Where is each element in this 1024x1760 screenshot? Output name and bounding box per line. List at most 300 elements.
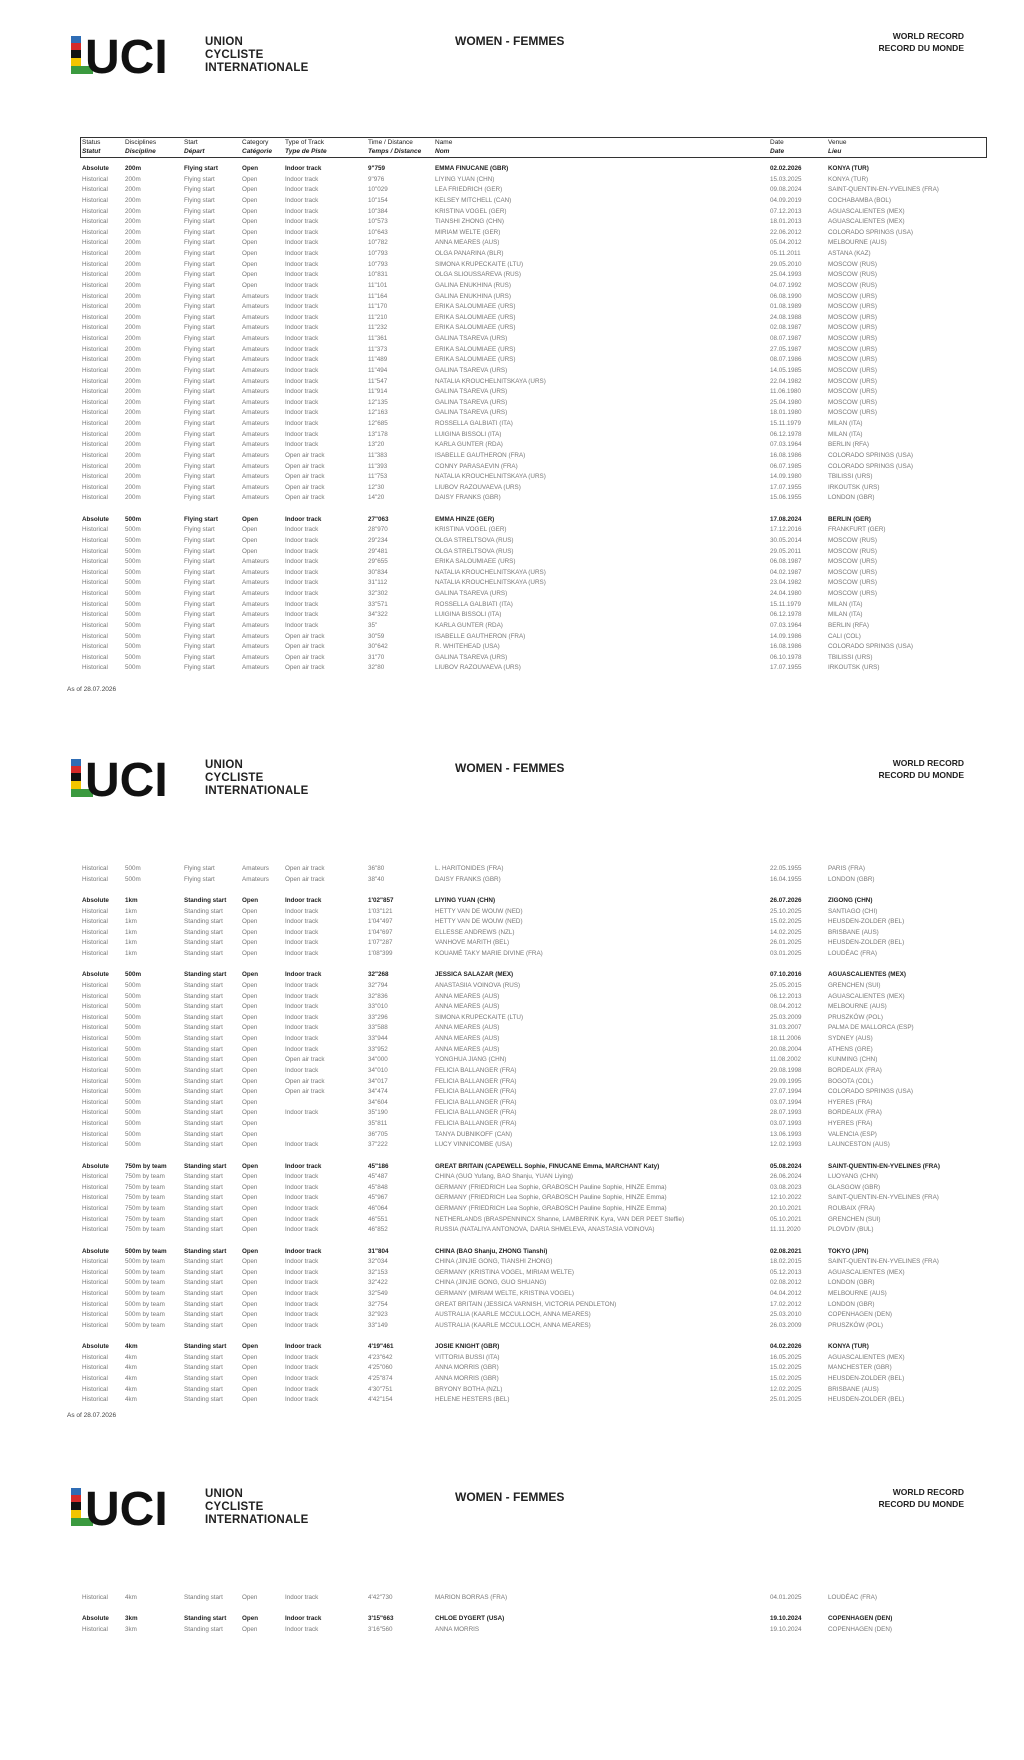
venue-cell: IRKOUTSK (URS) xyxy=(828,483,880,491)
start-cell: Flying start xyxy=(184,281,215,289)
track-type-cell: Indoor track xyxy=(285,1321,319,1329)
discipline-cell: 200m xyxy=(125,271,141,279)
status-cell: Historical xyxy=(82,547,108,555)
athlete-name-cell: ERIKA SALOUMIAEE (URS) xyxy=(435,356,516,364)
discipline-cell: 4km xyxy=(125,1375,137,1382)
track-type-cell: Indoor track xyxy=(285,260,319,268)
track-type-cell: Indoor track xyxy=(285,1300,319,1308)
date-cell: 22.05.1955 xyxy=(770,865,802,872)
status-cell: Historical xyxy=(82,1024,108,1032)
category-cell: Open xyxy=(242,1077,258,1085)
time-cell: 3'16"560 xyxy=(368,1625,393,1633)
category-cell: Amateurs xyxy=(242,377,269,385)
category-cell: Open xyxy=(242,1045,258,1053)
status-cell: Historical xyxy=(82,1130,108,1138)
status-cell: Historical xyxy=(82,1056,108,1064)
table-row xyxy=(0,875,1024,886)
track-type-cell: Indoor track xyxy=(285,907,319,915)
category-cell: Open xyxy=(242,907,258,915)
date-cell: 05.08.2024 xyxy=(770,1162,802,1170)
venue-cell: HEUSDEN-ZOLDER (BEL) xyxy=(828,1375,905,1382)
discipline-cell: 500m xyxy=(125,526,141,534)
venue-cell: MOSCOW (URS) xyxy=(828,313,877,321)
start-cell: Flying start xyxy=(184,653,215,661)
date-cell: 23.04.1982 xyxy=(770,579,802,587)
status-cell: Historical xyxy=(82,494,108,502)
category-cell: Open xyxy=(242,1194,258,1202)
discipline-cell: 200m xyxy=(125,398,141,406)
table-row xyxy=(0,207,1024,218)
athlete-name-cell: ERIKA SALOUMIAEE (URS) xyxy=(435,313,516,321)
status-cell: Historical xyxy=(82,1088,108,1096)
venue-cell: SAINT-QUENTIN-EN-YVELINES (FRA) xyxy=(828,1258,939,1266)
venue-cell: BOGOTA (COL) xyxy=(828,1077,874,1085)
athlete-name-cell: NATALIA KROUCHELNITSKAYA (URS) xyxy=(435,473,546,481)
time-cell: 4'25"874 xyxy=(368,1375,393,1382)
discipline-cell: 4km xyxy=(125,1396,137,1404)
discipline-cell: 500m xyxy=(125,1130,141,1138)
athlete-name-cell: CHINA (BAO Shanju, ZHONG Tianshi) xyxy=(435,1247,548,1255)
discipline-cell: 500m xyxy=(125,653,141,661)
date-cell: 20.08.2004 xyxy=(770,1045,802,1053)
date-cell: 15.02.2025 xyxy=(770,918,802,926)
venue-cell: COPENHAGEN (DEN) xyxy=(828,1625,893,1633)
status-cell: Historical xyxy=(82,1045,108,1053)
time-cell: 31"112 xyxy=(368,579,388,587)
date-cell: 12.10.2022 xyxy=(770,1194,802,1202)
date-cell: 19.10.2024 xyxy=(770,1615,802,1623)
category-cell: Open xyxy=(242,1343,259,1351)
track-type-cell: Indoor track xyxy=(285,950,319,957)
start-cell: Flying start xyxy=(184,526,215,534)
table-row xyxy=(0,1593,1024,1604)
table-row xyxy=(0,260,1024,271)
athlete-name-cell: GALINA TSAREVA (URS) xyxy=(435,409,508,417)
date-cell: 25.10.2025 xyxy=(770,907,802,915)
track-type-cell: Indoor track xyxy=(285,271,319,279)
discipline-cell: 3km xyxy=(125,1625,137,1633)
status-cell: Historical xyxy=(82,865,108,872)
athlete-name-cell: FELICIA BALLANGER (FRA) xyxy=(435,1120,517,1127)
category-cell: Open xyxy=(242,1615,259,1623)
venue-cell: PLOVDIV (BUL) xyxy=(828,1226,874,1234)
track-type-cell: Indoor track xyxy=(285,971,322,979)
status-cell: Historical xyxy=(82,1375,108,1382)
venue-cell: AGUASCALIENTES (MEX) xyxy=(828,992,905,1000)
category-cell: Open xyxy=(242,1098,258,1106)
athlete-name-cell: GALINA TSAREVA (URS) xyxy=(435,388,508,396)
discipline-cell: 500m xyxy=(125,1003,141,1011)
discipline-cell: 200m xyxy=(125,366,141,374)
table-row xyxy=(0,1385,1024,1396)
header-name: Name Nom xyxy=(435,139,453,155)
start-cell: Flying start xyxy=(184,228,215,236)
status-cell: Historical xyxy=(82,579,108,587)
status-cell: Historical xyxy=(82,664,108,672)
track-type-cell: Indoor track xyxy=(285,568,319,576)
time-cell: 12"685 xyxy=(368,420,388,427)
uci-logo-mark xyxy=(71,759,201,797)
athlete-name-cell: GALINA TSAREVA (URS) xyxy=(435,590,508,597)
athlete-name-cell: L. HARITONIDES (FRA) xyxy=(435,865,504,872)
start-cell: Standing start xyxy=(184,907,223,915)
time-cell: 30"834 xyxy=(368,568,388,576)
start-cell: Standing start xyxy=(184,1205,223,1212)
venue-cell: TBILISSI (URS) xyxy=(828,473,873,481)
start-cell: Flying start xyxy=(184,186,215,194)
track-type-cell: Indoor track xyxy=(285,1045,319,1053)
time-cell: 4'30"751 xyxy=(368,1385,393,1393)
category-cell: Amateurs xyxy=(242,313,269,321)
start-cell: Flying start xyxy=(184,536,215,544)
venue-cell: COLORADO SPRINGS (USA) xyxy=(828,643,914,651)
start-cell: Standing start xyxy=(184,1396,223,1404)
category-cell: Amateurs xyxy=(242,653,269,661)
venue-cell: ATHENS (GRE) xyxy=(828,1045,873,1053)
table-row xyxy=(0,557,1024,568)
date-cell: 26.01.2025 xyxy=(770,939,802,947)
track-type-cell: Indoor track xyxy=(285,239,319,247)
table-row xyxy=(0,355,1024,366)
category-cell: Open xyxy=(242,1024,258,1032)
start-cell: Flying start xyxy=(184,590,215,597)
athlete-name-cell: ISABELLE GAUTHERON (FRA) xyxy=(435,632,526,640)
date-cell: 17.07.1955 xyxy=(770,664,802,672)
status-cell: Historical xyxy=(82,388,108,396)
category-cell: Open xyxy=(242,1396,258,1404)
track-type-cell: Open air track xyxy=(285,494,325,502)
venue-cell: MOSCOW (RUS) xyxy=(828,536,877,544)
discipline-cell: 500m by team xyxy=(125,1247,167,1255)
discipline-cell: 500m xyxy=(125,1045,141,1053)
table-row xyxy=(0,451,1024,462)
status-cell: Historical xyxy=(82,643,108,651)
athlete-name-cell: KRISTINA VOGEL (GER) xyxy=(435,526,507,534)
track-type-cell: Indoor track xyxy=(285,515,322,523)
date-cell: 02.08.2012 xyxy=(770,1279,802,1287)
status-cell: Historical xyxy=(82,526,108,534)
table-row xyxy=(0,568,1024,579)
athlete-name-cell: KELSEY MITCHELL (CAN) xyxy=(435,196,512,204)
header-start: Start Départ xyxy=(184,139,205,155)
time-cell: 11"101 xyxy=(368,281,388,289)
venue-cell: MOSCOW (URS) xyxy=(828,324,877,332)
start-cell: Flying start xyxy=(184,303,215,311)
discipline-cell: 500m xyxy=(125,547,141,555)
category-cell: Open xyxy=(242,239,258,247)
venue-cell: PRUSZKÓW (POL) xyxy=(828,1321,883,1329)
venue-cell: MOSCOW (URS) xyxy=(828,590,877,597)
date-cell: 18.11.2006 xyxy=(770,1035,802,1042)
track-type-cell: Indoor track xyxy=(285,1003,319,1011)
discipline-cell: 500m xyxy=(125,1013,141,1021)
uci-logo-mark xyxy=(71,36,201,74)
category-cell: Amateurs xyxy=(242,875,269,883)
date-cell: 17.07.1955 xyxy=(770,483,802,491)
track-type-cell: Open air track xyxy=(285,462,325,470)
track-type-cell: Indoor track xyxy=(285,228,319,236)
status-cell: Historical xyxy=(82,292,108,300)
date-cell: 02.08.2021 xyxy=(770,1247,802,1255)
track-type-cell: Indoor track xyxy=(285,1279,319,1287)
start-cell: Flying start xyxy=(184,875,215,883)
track-type-cell: Indoor track xyxy=(285,1173,319,1181)
table-row xyxy=(0,408,1024,419)
athlete-name-cell: EMMA FINUCANE (GBR) xyxy=(435,165,509,172)
venue-cell: MOSCOW (URS) xyxy=(828,568,877,576)
start-cell: Flying start xyxy=(184,451,215,459)
athlete-name-cell: ROSSELLA GALBIATI (ITA) xyxy=(435,420,513,427)
athlete-name-cell: KRISTINA VOGEL (GER) xyxy=(435,207,507,215)
venue-cell: MOSCOW (RUS) xyxy=(828,547,877,555)
time-cell: 10"643 xyxy=(368,228,388,236)
start-cell: Flying start xyxy=(184,515,218,523)
table-row xyxy=(0,981,1024,992)
start-cell: Flying start xyxy=(184,664,215,672)
status-cell: Historical xyxy=(82,1013,108,1021)
time-cell: 32"754 xyxy=(368,1300,388,1308)
track-type-cell: Indoor track xyxy=(285,281,319,289)
table-row xyxy=(0,547,1024,558)
date-cell: 20.10.2021 xyxy=(770,1205,802,1212)
svg-text:UCI: UCI xyxy=(85,36,168,74)
record-type: WORLD RECORD RECORD DU MONDE xyxy=(878,1487,964,1509)
athlete-name-cell: LIUBOV RAZOUVAEVA (URS) xyxy=(435,483,521,491)
time-cell: 12"163 xyxy=(368,409,388,417)
venue-cell: FRANKFURT (GER) xyxy=(828,526,886,534)
athlete-name-cell: GREAT BRITAIN (CAPEWELL Sophie, FINUCANE Emma, MARCHANT Katy) xyxy=(435,1162,660,1170)
athlete-name-cell: GERMANY (FRIEDRICH Lea Sophie, GRABOSCH Pauline Sophie, HINZE Emma) xyxy=(435,1194,667,1202)
discipline-cell: 200m xyxy=(125,462,141,470)
discipline-cell: 4km xyxy=(125,1594,137,1601)
time-cell: 33"588 xyxy=(368,1024,388,1032)
time-cell: 11"494 xyxy=(368,366,388,374)
time-cell: 11"210 xyxy=(368,313,388,321)
time-cell: 34"000 xyxy=(368,1056,388,1064)
venue-cell: GLASGOW (GBR) xyxy=(828,1183,881,1191)
date-cell: 24.08.1988 xyxy=(770,313,802,321)
category-cell: Open xyxy=(242,981,258,989)
date-cell: 15.06.1955 xyxy=(770,494,802,502)
category-cell: Amateurs xyxy=(242,664,269,672)
date-cell: 17.12.2016 xyxy=(770,526,802,534)
status-cell: Historical xyxy=(82,1066,108,1074)
discipline-cell: 1km xyxy=(125,918,137,926)
discipline-cell: 200m xyxy=(125,388,141,396)
venue-cell: TOKYO (JPN) xyxy=(828,1247,869,1255)
table-row xyxy=(0,917,1024,928)
track-type-cell: Indoor track xyxy=(285,939,319,947)
status-cell: Historical xyxy=(82,950,108,957)
table-row xyxy=(0,938,1024,949)
discipline-cell: 500m xyxy=(125,579,141,587)
uci-logo xyxy=(71,36,311,76)
table-row xyxy=(0,1172,1024,1183)
discipline-cell: 500m xyxy=(125,611,141,619)
category-cell: Open xyxy=(242,992,258,1000)
discipline-cell: 500m xyxy=(125,875,141,883)
date-cell: 06.08.1990 xyxy=(770,292,802,300)
category-cell: Amateurs xyxy=(242,483,269,491)
track-type-cell: Open air track xyxy=(285,632,325,640)
category-cell: Open xyxy=(242,1066,258,1074)
track-type-cell: Indoor track xyxy=(285,186,319,194)
athlete-name-cell: ANNA MORRIS (GBR) xyxy=(435,1375,499,1382)
venue-cell: MOSCOW (RUS) xyxy=(828,260,877,268)
category-cell: Amateurs xyxy=(242,356,269,364)
time-cell: 34"604 xyxy=(368,1098,388,1106)
track-type-cell: Indoor track xyxy=(285,1268,319,1276)
category-cell: Amateurs xyxy=(242,388,269,396)
category-cell: Open xyxy=(242,1290,258,1297)
status-cell: Historical xyxy=(82,1321,108,1329)
status-cell: Historical xyxy=(82,1268,108,1276)
time-cell: 33"571 xyxy=(368,600,388,608)
athlete-name-cell: TANYA DUBNIKOFF (CAN) xyxy=(435,1130,513,1138)
time-cell: 11"547 xyxy=(368,377,388,385)
athlete-name-cell: GALINA TSAREVA (URS) xyxy=(435,653,508,661)
date-cell: 06.10.1978 xyxy=(770,653,802,661)
discipline-cell: 1km xyxy=(125,896,138,904)
start-cell: Standing start xyxy=(184,1162,227,1170)
start-cell: Standing start xyxy=(184,1013,223,1021)
track-type-cell: Indoor track xyxy=(285,409,319,417)
uci-logo-wordmark: UNION CYCLISTE INTERNATIONALE xyxy=(205,759,309,797)
track-type-cell: Indoor track xyxy=(285,981,319,989)
table-row xyxy=(0,1034,1024,1045)
start-cell: Standing start xyxy=(184,1594,223,1601)
table-row xyxy=(0,196,1024,207)
time-cell: 32"836 xyxy=(368,992,388,1000)
date-cell: 04.02.2026 xyxy=(770,1343,802,1351)
athlete-name-cell: ANNA MEARES (AUS) xyxy=(435,1035,500,1042)
start-cell: Standing start xyxy=(184,1056,223,1064)
track-type-cell: Open air track xyxy=(285,1056,325,1064)
status-cell: Historical xyxy=(82,558,108,566)
category-cell: Open xyxy=(242,1226,258,1234)
venue-cell: MILAN (ITA) xyxy=(828,430,863,438)
date-cell: 29.05.2011 xyxy=(770,547,802,555)
date-cell: 26.07.2026 xyxy=(770,896,802,904)
date-cell: 08.07.1987 xyxy=(770,335,802,342)
table-row xyxy=(0,896,1024,907)
venue-cell: MOSCOW (RUS) xyxy=(828,281,877,289)
venue-cell: LOUDÉAC (FRA) xyxy=(828,1594,877,1601)
header-discipline: Disciplines Discipline xyxy=(125,139,157,155)
discipline-cell: 750m by team xyxy=(125,1173,165,1181)
start-cell: Flying start xyxy=(184,313,215,321)
track-type-cell: Indoor track xyxy=(285,1258,319,1266)
date-cell: 22.06.2012 xyxy=(770,228,802,236)
athlete-name-cell: OLGA STRELTSOVA (RUS) xyxy=(435,536,514,544)
status-cell: Historical xyxy=(82,653,108,661)
table-row xyxy=(0,610,1024,621)
discipline-cell: 500m xyxy=(125,1056,141,1064)
time-cell: 32"549 xyxy=(368,1290,388,1297)
table-header xyxy=(80,137,987,158)
date-cell: 28.07.1993 xyxy=(770,1109,802,1117)
time-cell: 31"804 xyxy=(368,1247,389,1255)
time-cell: 27"063 xyxy=(368,515,389,523)
table-row xyxy=(0,1130,1024,1141)
table-row xyxy=(0,313,1024,324)
date-cell: 25.05.2015 xyxy=(770,981,802,989)
time-cell: 28"970 xyxy=(368,526,388,534)
discipline-cell: 200m xyxy=(125,250,141,257)
start-cell: Flying start xyxy=(184,430,215,438)
track-type-cell: Open air track xyxy=(285,653,325,661)
status-cell: Historical xyxy=(82,939,108,947)
athlete-name-cell: NATALIA KROUCHELNITSKAYA (URS) xyxy=(435,568,546,576)
time-cell: 30"59 xyxy=(368,632,385,640)
status-cell: Historical xyxy=(82,398,108,406)
status-cell: Historical xyxy=(82,1205,108,1212)
date-cell: 31.03.2007 xyxy=(770,1024,802,1032)
start-cell: Standing start xyxy=(184,1258,223,1266)
date-cell: 16.05.2025 xyxy=(770,1353,802,1361)
venue-cell: HYERES (FRA) xyxy=(828,1098,873,1106)
category-cell: Open xyxy=(242,1130,258,1138)
category-cell: Amateurs xyxy=(242,643,269,651)
venue-cell: PALMA DE MALLORCA (ESP) xyxy=(828,1024,914,1032)
start-cell: Flying start xyxy=(184,600,215,608)
header-venue: Venue Lieu xyxy=(828,139,847,155)
venue-cell: MOSCOW (URS) xyxy=(828,558,877,566)
start-cell: Flying start xyxy=(184,345,215,353)
table-row xyxy=(0,398,1024,409)
status-cell: Historical xyxy=(82,409,108,417)
time-cell: 32"302 xyxy=(368,590,388,597)
start-cell: Standing start xyxy=(184,1066,223,1074)
venue-cell: AGUASCALIENTES (MEX) xyxy=(828,207,905,215)
table-row xyxy=(0,387,1024,398)
record-type: WORLD RECORD RECORD DU MONDE xyxy=(878,31,964,53)
category-cell: Open xyxy=(242,1003,258,1011)
category-cell: Open xyxy=(242,1625,258,1633)
time-cell: 32"268 xyxy=(368,971,389,979)
time-cell: 36"80 xyxy=(368,865,385,872)
start-cell: Flying start xyxy=(184,335,215,342)
status-cell: Historical xyxy=(82,611,108,619)
athlete-name-cell: AUSTRALIA (KAARLE MCCULLOCH, ANNA MEARES) xyxy=(435,1321,591,1329)
athlete-name-cell: GERMANY (FRIEDRICH Lea Sophie, GRABOSCH Pauline Sophie, HINZE Emma) xyxy=(435,1205,667,1212)
date-cell: 27.05.1987 xyxy=(770,345,802,353)
category-cell: Open xyxy=(242,1088,258,1096)
start-cell: Flying start xyxy=(184,271,215,279)
table-row xyxy=(0,1625,1024,1636)
time-cell: 45"487 xyxy=(368,1173,388,1181)
start-cell: Flying start xyxy=(184,218,215,226)
venue-cell: TBILISSI (URS) xyxy=(828,653,873,661)
athlete-name-cell: ERIKA SALOUMIAEE (URS) xyxy=(435,324,516,332)
track-type-cell: Indoor track xyxy=(285,1205,319,1212)
start-cell: Standing start xyxy=(184,1035,223,1042)
venue-cell: COLORADO SPRINGS (USA) xyxy=(828,462,914,470)
category-cell: Open xyxy=(242,547,258,555)
status-cell: Historical xyxy=(82,1594,108,1601)
venue-cell: MOSCOW (URS) xyxy=(828,398,877,406)
start-cell: Flying start xyxy=(184,483,215,491)
date-cell: 14.02.2025 xyxy=(770,928,802,936)
time-cell: 10"782 xyxy=(368,239,388,247)
athlete-name-cell: FELICIA BALLANGER (FRA) xyxy=(435,1088,517,1096)
status-cell: Historical xyxy=(82,420,108,427)
track-type-cell: Indoor track xyxy=(285,1290,319,1297)
discipline-cell: 750m by team xyxy=(125,1162,167,1170)
status-cell: Absolute xyxy=(82,1162,109,1170)
start-cell: Standing start xyxy=(184,1141,223,1149)
table-row xyxy=(0,1257,1024,1268)
